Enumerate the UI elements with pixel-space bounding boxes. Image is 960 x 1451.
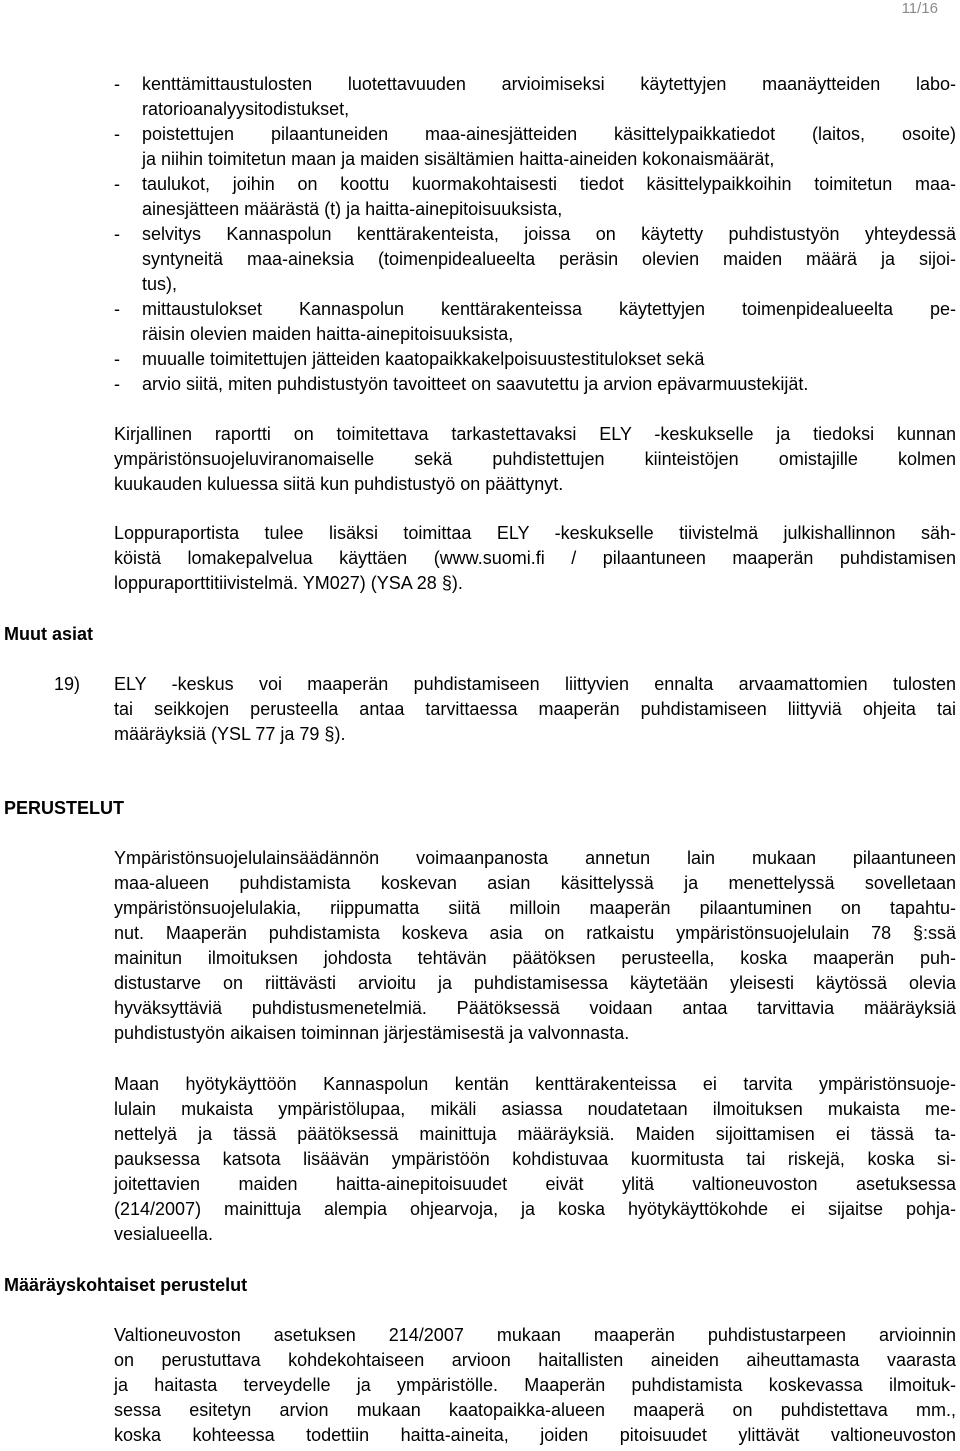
bullet-line: mittaustulokset Kannaspolun kenttärakenteissa käytettyjen toimenpidealueelta pe- [142, 299, 956, 319]
bullet-dash: - [114, 299, 120, 319]
page-number: 11/16 [901, 0, 938, 17]
text-line: ympäristönsuojeluviranomaiselle sekä puhdistettujen kiinteistöjen omistajille kolmen [114, 449, 956, 469]
bullet-line: poistettujen pilaantuneiden maa-ainesjätteiden käsittelypaikkatiedot (laitos, osoite) [142, 124, 956, 144]
bullet-line: ainesjätteen määrästä (t) ja haitta-ainepitoisuuksista, [142, 199, 563, 219]
text-line: koska kohteessa todettiin haitta-aineita, joiden pitoisuudet ylittävät valtioneuvoston [114, 1425, 956, 1445]
text-line: köistä lomakepalvelua käyttäen (www.suomi.fi / pilaantuneen maaperän puhdistamisen [114, 548, 956, 568]
bullet-line: arvio siitä, miten puhdistustyön tavoitteet on saavutettu ja arvion epävarmuustekijät. [142, 374, 809, 394]
bullet-line: ratorioanalyysitodistukset, [142, 99, 350, 119]
bullet-line: muualle toimitettujen jätteiden kaatopaikkakelpoisuustestitulokset sekä [142, 349, 705, 369]
bullet-line: selvitys Kannaspolun kenttärakenteista, joissa on käytetty puhdistustyön yhteydessä [142, 224, 956, 244]
section-heading-specific: Määräyskohtaiset perustelut [4, 1275, 248, 1295]
text-line: distustarve on riittävästi arvioitu ja puhdistamisessa käytetään yleisesti käytössä olevia [114, 973, 956, 993]
text-line: lulain mukaista ympäristölupaa, mikäli asiassa noudatetaan ilmoituksen mukaista me- [114, 1099, 956, 1119]
text-line: puhdistustyön aikaisen toiminnan järjestämisestä ja valvonnasta. [114, 1023, 630, 1043]
text-line: ja haitasta terveydelle ja ympäristölle. Maaperän puhdistamista koskevassa ilmoituk- [114, 1375, 956, 1395]
text-line: vesialueella. [114, 1224, 214, 1244]
text-line: tai seikkojen perusteella antaa tarvittaessa maaperän puhdistamiseen liittyviä ohjeita tai [114, 699, 956, 719]
bullet-line: syntyneitä maa-aineksia (toimenpidealueelta peräsin olevien maiden määrä ja sijoi- [142, 249, 956, 269]
item-number: 19) [54, 674, 81, 694]
text-line: (214/2007) mainittuja alempia ohjearvoja, ja koska hyötykäyttökohde ei sijaitse pohja- [114, 1199, 956, 1219]
text-line: sessa esitetyn arvion mukaan kaatopaikka-alueen maaperä on puhdistettava mm., [114, 1400, 956, 1420]
text-line: ympäristönsuojelulakia, riippumatta siitä milloin maaperän pilaantuminen on tapahtu- [114, 898, 956, 918]
text-line: ELY -keskus voi maaperän puhdistamiseen liittyvien ennalta arvaamattomien tulosten [114, 674, 956, 694]
text-line: nut. Maaperän puhdistamista koskeva asia on ratkaistu ympäristönsuojelulain 78 §:ssä [114, 923, 956, 943]
text-line: mainitun ilmoituksen johdosta tehtävän päätöksen perusteella, koska maaperän puh- [114, 948, 956, 968]
text-line: Kirjallinen raportti on toimitettava tarkastettavaksi ELY -keskukselle ja tiedoksi kunnan [114, 424, 956, 444]
text-line: maa-alueen puhdistamista koskevan asian käsittelyssä ja menettelyssä sovelletaan [114, 873, 956, 893]
text-line: Maan hyötykäyttöön Kannaspolun kentän kenttärakenteissa ei tarvita ympäristönsuoje- [114, 1074, 956, 1094]
bullet-line: räisin olevien maiden haitta-ainepitoisuuksista, [142, 324, 514, 344]
bullet-line: tus), [142, 274, 178, 294]
bullet-dash: - [114, 174, 120, 194]
section-heading-grounds: PERUSTELUT [4, 798, 125, 818]
bullet-dash: - [114, 74, 120, 94]
bullet-dash: - [114, 124, 120, 144]
text-line: kuukauden kuluessa siitä kun puhdistustyö on päättynyt. [114, 474, 564, 494]
text-line: Valtioneuvoston asetuksen 214/2007 mukaan maaperän puhdistustarpeen arvioinnin [114, 1325, 956, 1345]
text-line: joitettavien maiden haitta-ainepitoisuudet eivät ylitä valtioneuvoston asetuksessa [114, 1174, 956, 1194]
text-line: on perustuttava kohdekohtaiseen arvioon haitallisten aineiden aiheuttamasta vaarasta [114, 1350, 956, 1370]
text-line: loppuraporttitiivistelmä. YM027) (YSA 28 §). [114, 573, 463, 593]
bullet-line: taulukot, joihin on koottu kuormakohtaisesti tiedot käsittelypaikkoihin toimitetun maa- [142, 174, 956, 194]
text-line: pauksessa katsota lisäävän ympäristöön kohdistuvaa kuormitusta tai riskejä, koska si- [114, 1149, 956, 1169]
text-line: hyväksyttäviä puhdistusmenetelmiä. Päätöksessä voidaan antaa tarvittavia määräyksiä [114, 998, 956, 1018]
bullet-dash: - [114, 374, 120, 394]
section-heading-other: Muut asiat [4, 624, 94, 644]
bullet-dash: - [114, 349, 120, 369]
text-line: Ympäristönsuojelulainsäädännön voimaanpanosta annetun lain mukaan pilaantuneen [114, 848, 956, 868]
bullet-line: ja niihin toimitetun maan ja maiden sisältämien haitta-aineiden kokonaismäärät, [142, 149, 775, 169]
text-line: määräyksiä (YSL 77 ja 79 §). [114, 724, 346, 744]
bullet-line: kenttämittaustulosten luotettavuuden arvioimiseksi käytettyjen maanäytteiden labo- [142, 74, 956, 94]
bullet-dash: - [114, 224, 120, 244]
text-line: nettelyä ja tässä päätöksessä mainittuja määräyksiä. Maiden sijoittamisen ei tässä ta- [114, 1124, 956, 1144]
text-line: Loppuraportista tulee lisäksi toimittaa ELY -keskukselle tiivistelmä julkishallinnon säh- [114, 523, 956, 543]
